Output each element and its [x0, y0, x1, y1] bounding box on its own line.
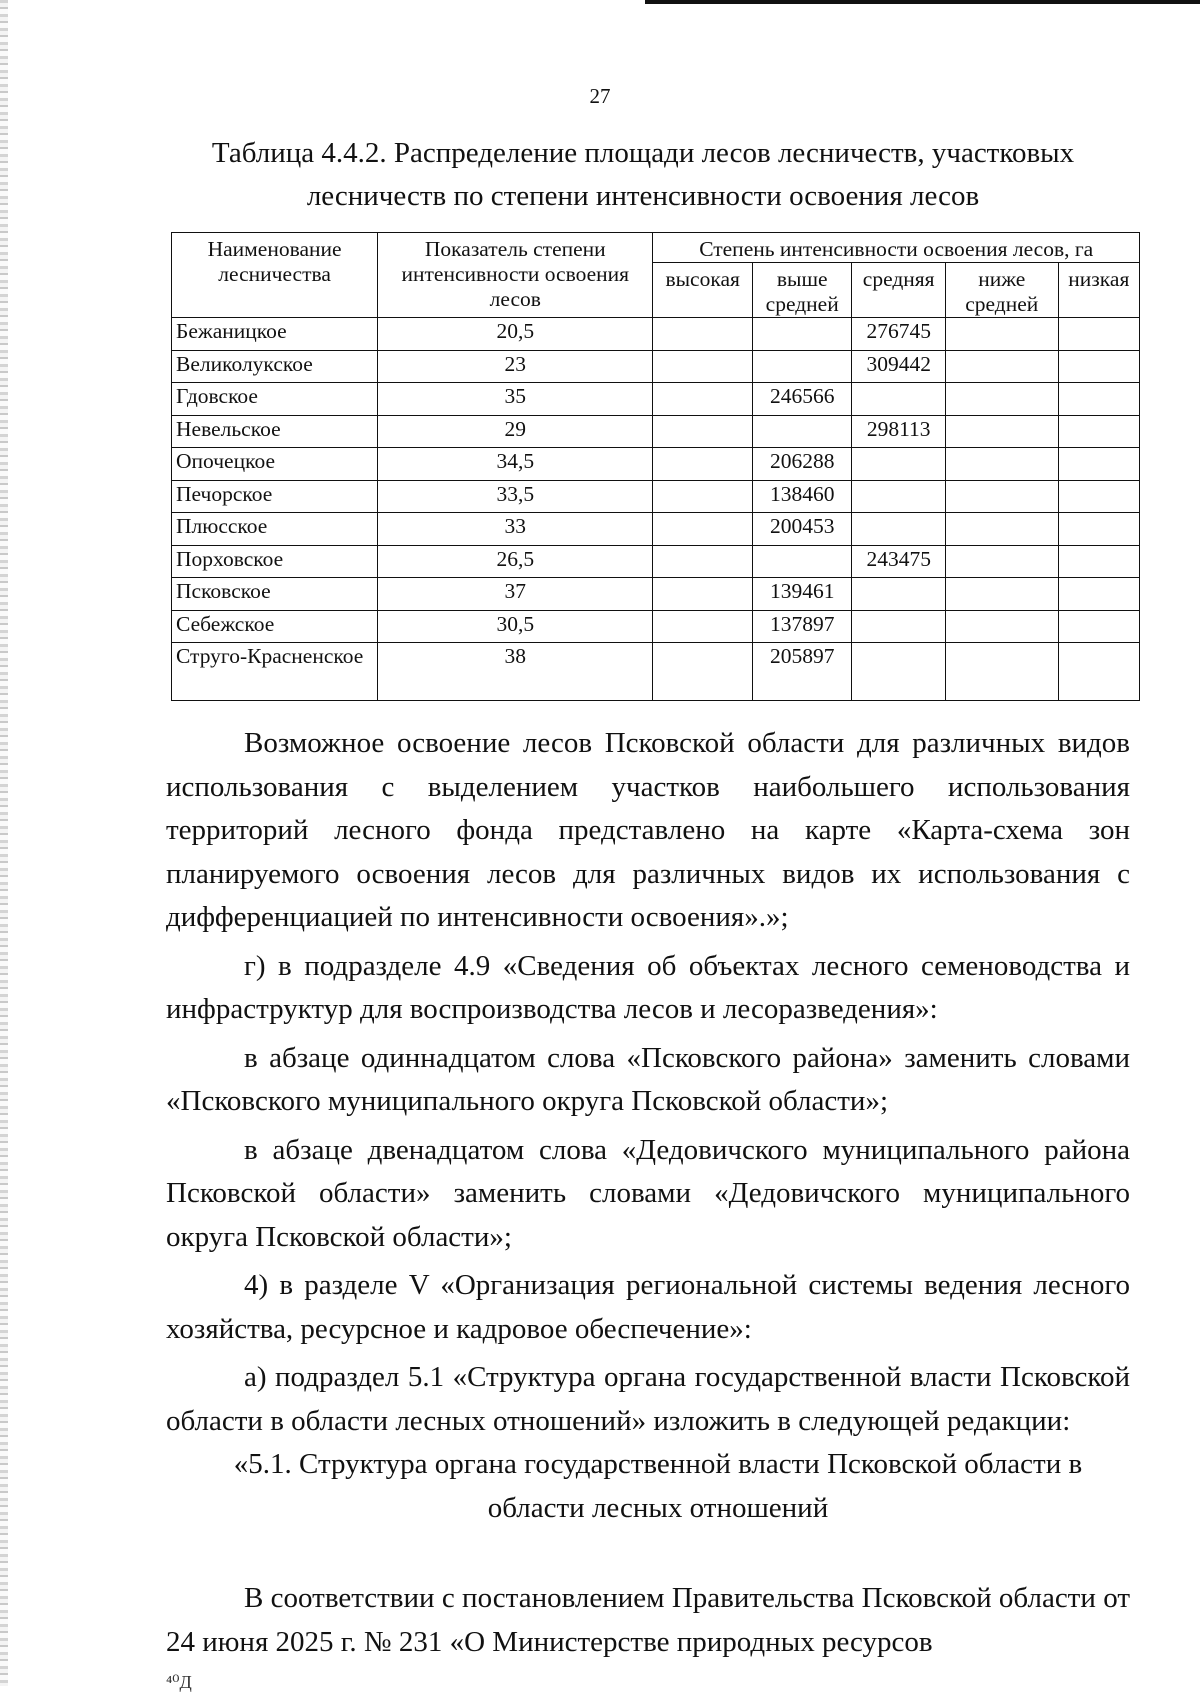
cell-below-avg [945, 610, 1058, 643]
cell-avg [852, 448, 945, 481]
cell-avg [852, 578, 945, 611]
cell-high [653, 350, 753, 383]
cell-below-avg [945, 415, 1058, 448]
document-body [166, 722, 1130, 1664]
cell-indicator: 37 [378, 578, 653, 611]
header-below-avg: ниже средней [945, 263, 1058, 318]
cell-below-avg [945, 480, 1058, 513]
cell-above-avg: 206288 [752, 448, 852, 481]
cell-below-avg [945, 643, 1058, 701]
cell-low [1058, 318, 1139, 351]
table-row [172, 350, 1140, 383]
cell-name: Струго-Красненское [172, 643, 378, 701]
cell-high [653, 578, 753, 611]
table-row [172, 545, 1140, 578]
cell-high [653, 643, 753, 701]
header-indicator: Показатель степени интенсивности освоения лесов [378, 233, 653, 318]
cell-high [653, 318, 753, 351]
cell-avg: 298113 [852, 415, 945, 448]
cell-low [1058, 383, 1139, 416]
cell-name: Плюсское [172, 513, 378, 546]
table-row [172, 513, 1140, 546]
cell-above-avg [752, 415, 852, 448]
paragraph: в абзаце одиннадцатом слова «Псковского района» заменить словами «Псковского муниципального округа Псковской области»; [166, 1041, 1130, 1117]
table-row [172, 318, 1140, 351]
cell-high [653, 480, 753, 513]
cell-above-avg: 139461 [752, 578, 852, 611]
cell-avg [852, 643, 945, 701]
cell-low [1058, 610, 1139, 643]
cell-high [653, 545, 753, 578]
paragraph: 4) в разделе V «Организация региональной системы ведения лесного хозяйства, ресурсное и кадровое обеспечение»: [166, 1269, 1130, 1345]
table-row [172, 643, 1140, 701]
cell-avg: 309442 [852, 350, 945, 383]
table-row [172, 578, 1140, 611]
cell-above-avg: 200453 [752, 513, 852, 546]
cell-avg [852, 610, 945, 643]
paragraph: в абзаце двенадцатом слова «Дедовичского муниципального района Псковской области» заменить словами «Дедовичского муниципального округа Псковской области»; [166, 1133, 1130, 1253]
cell-above-avg [752, 545, 852, 578]
paragraph: г) в подразделе 4.9 «Сведения об объектах лесного семеноводства и инфраструктур для воспроизводства лесов и лесоразведения»: [166, 949, 1130, 1025]
cell-below-avg [945, 383, 1058, 416]
cell-low [1058, 415, 1139, 448]
header-avg: средняя [852, 263, 945, 318]
cell-indicator: 38 [378, 643, 653, 701]
header-above-avg: выше средней [752, 263, 852, 318]
cell-name: Великолукское [172, 350, 378, 383]
cell-avg [852, 383, 945, 416]
cell-low [1058, 480, 1139, 513]
cell-name: Невельское [172, 415, 378, 448]
cell-avg: 243475 [852, 545, 945, 578]
top-rule [645, 0, 1200, 4]
cell-name: Опочецкое [172, 448, 378, 481]
cell-below-avg [945, 448, 1058, 481]
cell-indicator: 26,5 [378, 545, 653, 578]
table-row [172, 480, 1140, 513]
cell-below-avg [945, 578, 1058, 611]
cell-avg: 276745 [852, 318, 945, 351]
cell-below-avg [945, 318, 1058, 351]
cell-name: Печорское [172, 480, 378, 513]
table-caption: Таблица 4.4.2. Распределение площади лесов лесничеств, участковых лесничеств по степени интенсивности освоения лесов [211, 137, 1075, 212]
forest-intensity-table [171, 232, 1140, 701]
cell-below-avg [945, 545, 1058, 578]
scan-edge [0, 0, 8, 1686]
cell-indicator: 33,5 [378, 480, 653, 513]
cell-above-avg: 138460 [752, 480, 852, 513]
table-row [172, 383, 1140, 416]
table-row [172, 415, 1140, 448]
cell-high [653, 448, 753, 481]
paragraph: В соответствии с постановлением Правительства Псковской области от 24 июня 2025 г. № 231 «О Министерстве природных ресурсов [166, 1582, 1130, 1658]
cell-low [1058, 578, 1139, 611]
page-cut-text: ⁴⁰Д [166, 1672, 192, 1692]
blank-line [166, 1530, 1130, 1572]
header-name: Наименование лесничества [172, 233, 378, 318]
cell-low [1058, 545, 1139, 578]
cell-indicator: 35 [378, 383, 653, 416]
cell-below-avg [945, 513, 1058, 546]
cell-above-avg: 137897 [752, 610, 852, 643]
cell-low [1058, 350, 1139, 383]
cell-low [1058, 448, 1139, 481]
table-row [172, 448, 1140, 481]
table-row [172, 610, 1140, 643]
cell-name: Порховское [172, 545, 378, 578]
header-low: низкая [1058, 263, 1139, 318]
cell-above-avg: 246566 [752, 383, 852, 416]
cell-below-avg [945, 350, 1058, 383]
cell-high [653, 513, 753, 546]
cell-avg [852, 480, 945, 513]
paragraph: Возможное освоение лесов Псковской области для различных видов использования с выделением участков наибольшего использования территорий лесного фонда представлено на карте «Карта-схема зон планируемого освоения лесов для различных видов их использования с дифференциацией по интенсивности освоения».»; [166, 727, 1130, 933]
cell-high [653, 610, 753, 643]
cell-indicator: 30,5 [378, 610, 653, 643]
page-number: 27 [589, 84, 611, 108]
cell-low [1058, 643, 1139, 701]
cell-name: Псковское [172, 578, 378, 611]
section-heading: «5.1. Структура органа государственной власти Псковской области в области лесных отношений [233, 1448, 1083, 1524]
cell-above-avg [752, 318, 852, 351]
cell-name: Гдовское [172, 383, 378, 416]
cell-indicator: 20,5 [378, 318, 653, 351]
cell-indicator: 34,5 [378, 448, 653, 481]
cell-avg [852, 513, 945, 546]
cell-name: Бежаницкое [172, 318, 378, 351]
header-degree-group: Степень интенсивности освоения лесов, га [653, 233, 1140, 263]
cell-indicator: 23 [378, 350, 653, 383]
cell-indicator: 29 [378, 415, 653, 448]
cell-low [1058, 513, 1139, 546]
paragraph: а) подраздел 5.1 «Структура органа государственной власти Псковской области в области лесных отношений» изложить в следующей редакции: [166, 1361, 1130, 1437]
cell-high [653, 383, 753, 416]
cell-high [653, 415, 753, 448]
cell-name: Себежское [172, 610, 378, 643]
header-high: высокая [653, 263, 753, 318]
cell-above-avg: 205897 [752, 643, 852, 701]
cell-above-avg [752, 350, 852, 383]
cell-indicator: 33 [378, 513, 653, 546]
